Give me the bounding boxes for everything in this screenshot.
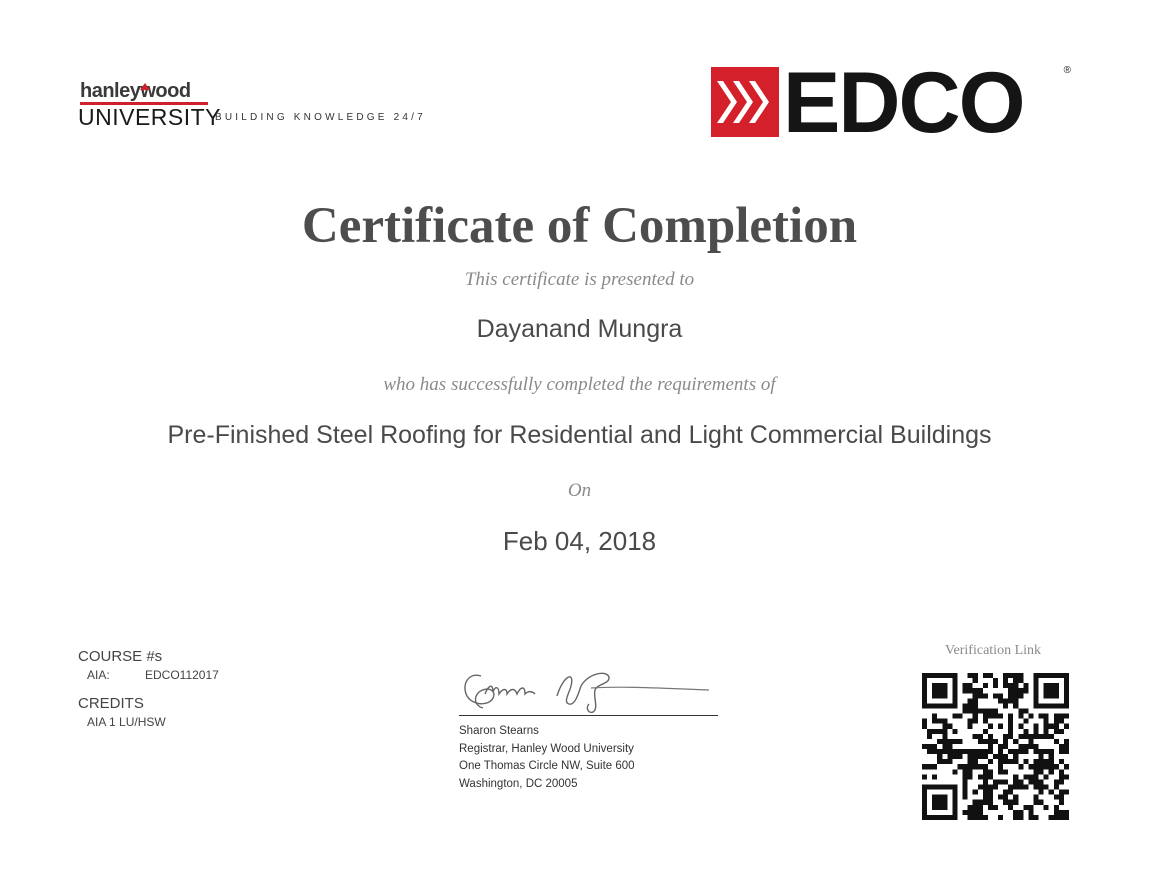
completed-requirements-text: who has successfully completed the requirements of bbox=[383, 374, 776, 395]
certificate-title: Certificate of Completion bbox=[301, 198, 858, 254]
registrar-title: Registrar, Hanley Wood University bbox=[459, 742, 634, 755]
university-wordmark: UNIVERSITY bbox=[78, 104, 222, 130]
registrar-address-line1: One Thomas Circle NW, Suite 600 bbox=[459, 760, 635, 772]
signature-line bbox=[459, 715, 718, 716]
aia-course-row bbox=[87, 666, 318, 684]
edco-wordmark: EDCO bbox=[783, 55, 1024, 151]
edco-logo bbox=[711, 55, 1073, 151]
verification-link-label: Verification Link bbox=[944, 643, 1042, 658]
registrar-signature bbox=[459, 662, 719, 718]
registrar-block bbox=[459, 723, 635, 793]
course-name: Pre-Finished Steel Roofing for Residential and Light Commercial Buildings bbox=[167, 421, 992, 449]
credits-heading: CREDITS bbox=[78, 695, 144, 712]
signature-icon bbox=[459, 662, 719, 718]
qr-code-graphic bbox=[922, 673, 1069, 820]
on-label: On bbox=[567, 480, 592, 501]
presented-to-text: This certificate is presented to bbox=[464, 269, 695, 290]
logo-tagline: BUILDING KNOWLEDGE 24/7 bbox=[215, 112, 426, 123]
hanley-wood-roof-mark-icon bbox=[140, 83, 150, 90]
aia-label: AIA: bbox=[87, 668, 110, 682]
edco-chevrons-icon bbox=[711, 67, 779, 137]
aia-course-number: EDCO112017 bbox=[145, 668, 219, 682]
credits-value: AIA 1 LU/HSW bbox=[87, 715, 166, 729]
registrar-name: Sharon Stearns bbox=[459, 725, 539, 737]
hanley-wood-university-logo bbox=[78, 80, 438, 130]
qr-code-icon[interactable] bbox=[922, 673, 1069, 820]
course-info bbox=[78, 648, 318, 731]
hanley-wood-wordmark: hanleywood bbox=[80, 80, 191, 102]
recipient-name: Dayanand Mungra bbox=[476, 315, 683, 343]
completion-date: Feb 04, 2018 bbox=[502, 526, 657, 556]
course-numbers-heading: COURSE #s bbox=[78, 648, 163, 665]
registered-mark: ® bbox=[1063, 65, 1071, 76]
registrar-address-line2: Washington, DC 20005 bbox=[459, 777, 578, 790]
